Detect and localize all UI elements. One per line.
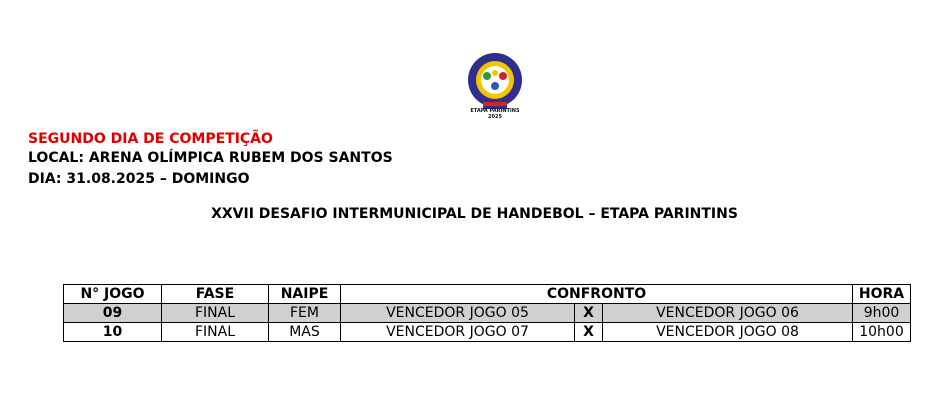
venue-line: LOCAL: ARENA OLÍMPICA RUBEM DOS SANTOS [28, 150, 393, 166]
phase-cell: FINAL [162, 323, 269, 342]
competition-day-label: SEGUNDO DIA DE COMPETIÇÃO [28, 131, 273, 147]
versus-cell: X [575, 304, 603, 323]
logo-subtitle-line2: 2025 [488, 114, 502, 120]
event-title: XXVII DESAFIO INTERMUNICIPAL DE HANDEBOL – ETAPA PARINTINS [211, 206, 738, 222]
table-row [64, 304, 911, 323]
logo-subtitle [460, 108, 530, 120]
games-table [63, 284, 911, 342]
team-a-cell: VENCEDOR JOGO 05 [341, 304, 575, 323]
table-header-row [64, 285, 911, 304]
logo-subtitle-line1: ETAPA PARINTINS [470, 108, 520, 114]
column-header-gender: NAIPE [269, 285, 341, 304]
column-header-time: HORA [853, 285, 911, 304]
team-b-cell: VENCEDOR JOGO 08 [603, 323, 853, 342]
versus-cell: X [575, 323, 603, 342]
time-cell: 9h00 [853, 304, 911, 323]
phase-cell: FINAL [162, 304, 269, 323]
gender-cell: MAS [269, 323, 341, 342]
column-header-phase: FASE [162, 285, 269, 304]
column-header-matchup: CONFRONTO [341, 285, 853, 304]
team-a-cell: VENCEDOR JOGO 07 [341, 323, 575, 342]
column-header-game: N° JOGO [64, 285, 162, 304]
game-number-cell: 09 [64, 304, 162, 323]
gender-cell: FEM [269, 304, 341, 323]
team-b-cell: VENCEDOR JOGO 06 [603, 304, 853, 323]
date-line: DIA: 31.08.2025 – DOMINGO [28, 171, 250, 187]
time-cell: 10h00 [853, 323, 911, 342]
table-row [64, 323, 911, 342]
game-number-cell: 10 [64, 323, 162, 342]
